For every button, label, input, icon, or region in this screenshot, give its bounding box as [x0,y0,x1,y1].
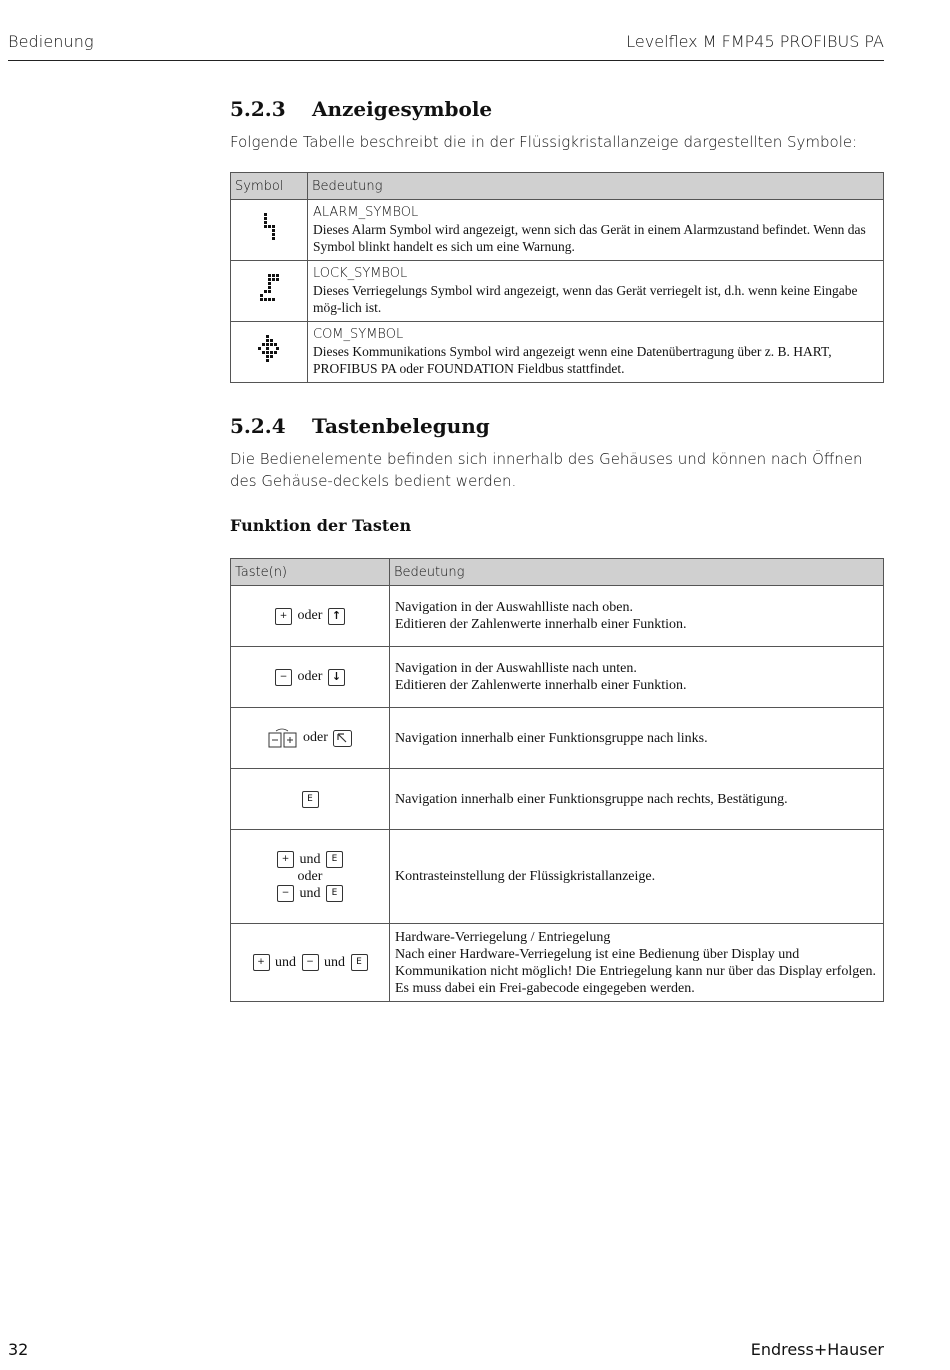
key-description-line: Kontrasteinstellung der Flüssigkristallanzeige. [395,869,656,884]
com-symbol-icon [258,335,280,365]
symbol-description-cell [308,261,884,322]
table-row [231,830,884,924]
symbol-name: LOCK_SYMBOL [313,266,408,281]
e-key-icon: E [326,851,343,868]
key-combo-line [232,885,388,902]
keys-cell [231,924,390,1002]
table-row [231,769,884,830]
word-und: und [299,886,321,902]
keys-subheading: Funktion der Tasten [230,516,412,535]
minus-key-icon: − [277,885,294,902]
table-row [231,924,884,1002]
escape-key-icon [333,730,352,747]
key-description-cell [390,769,884,830]
table-row [231,647,884,708]
symbol-cell [231,322,308,383]
word-und: und [299,852,321,867]
keys-cell [231,830,390,924]
symbol-name: ALARM_SYMBOL [313,205,419,220]
plus-key-icon: + [275,608,292,625]
e-key-icon: E [326,885,343,902]
key-description-line: Editieren der Zahlenwerte innerhalb einer Funktion. [395,617,687,632]
e-key-icon: E [351,954,368,971]
col-keys-header: Taste(n) [231,559,390,586]
table-row [231,261,884,322]
col-meaning-header: Bedeutung [390,559,884,586]
alarm-symbol-icon [261,213,277,243]
key-description-line: Navigation in der Auswahlliste nach oben. [395,600,633,615]
symbols-table [230,172,884,383]
symbol-description-cell [308,322,884,383]
key-description-cell [390,586,884,647]
keys-cell [231,586,390,647]
table-row [231,322,884,383]
minus-plus-keys-icon [268,727,298,749]
symbol-cell [231,261,308,322]
keys-cell [231,647,390,708]
section-524-number: 5.2.4 [230,414,286,438]
word-oder: oder [297,869,323,884]
plus-key-icon: + [277,851,294,868]
col-symbol-header: Symbol [231,173,308,200]
keys-cell [231,769,390,830]
section-524-heading [230,414,490,438]
key-description-cell [390,924,884,1002]
word-und: und [275,954,296,970]
symbol-cell [231,200,308,261]
header-section-title: Bedienung [8,32,94,51]
symbol-description-cell [308,200,884,261]
table-row [231,200,884,261]
header-product-title: Levelflex M FMP45 PROFIBUS PA [626,32,884,51]
table-row [231,708,884,769]
key-description-line: Navigation innerhalb einer Funktionsgruppe nach links. [395,730,708,746]
keys-table-header [231,559,884,586]
section-524-intro: Die Bedienelemente befinden sich innerhalb des Gehäuses und können nach Öffnen des Gehäuse-deckels bedient werden. [230,450,863,490]
lock-symbol-icon [258,274,280,304]
up-arrow-key-icon: ↑ [328,608,345,625]
symbols-table-header [231,173,884,200]
symbol-description: Dieses Verriegelungs Symbol wird angezeigt, wenn das Gerät verriegelt ist, d.h. wenn keine Eingabe mög-lich ist. [313,283,858,315]
word-oder: oder [297,669,323,684]
header-rule [8,60,884,61]
key-combo-line [232,851,388,868]
symbol-description: Dieses Alarm Symbol wird angezeigt, wenn sich das Gerät in einem Alarmzustand befindet. Wenn das Symbol blinkt handelt es sich um eine Warnung. [313,222,866,254]
key-description-cell [390,647,884,708]
key-description-line: Editieren der Zahlenwerte innerhalb einer Funktion. [395,678,687,693]
word-und: und [324,954,345,970]
section-524-title: Tastenbelegung [312,414,490,438]
symbol-name: COM_SYMBOL [313,327,404,342]
section-523-number: 5.2.3 [230,97,286,121]
down-arrow-key-icon: ↓ [328,669,345,686]
key-description-cell [390,708,884,769]
word-oder: oder [297,608,323,623]
section-523-title: Anzeigesymbole [312,97,493,121]
word-oder: oder [303,730,328,745]
minus-key-icon: − [302,954,319,971]
e-key-icon: E [302,791,319,808]
key-description-line: Navigation in der Auswahlliste nach unten. [395,661,637,676]
key-description-cell [390,830,884,924]
key-description-line: Navigation innerhalb einer Funktionsgruppe nach rechts, Bestätigung. [395,791,788,807]
symbol-description: Dieses Kommunikations Symbol wird angezeigt wenn eine Datenübertragung über z. B. HART, PROFIBUS PA oder FOUNDATION Fieldbus stattfindet. [313,344,832,376]
minus-key-icon: − [275,669,292,686]
section-523-heading [230,97,492,121]
plus-key-icon: + [253,954,270,971]
col-meaning-header: Bedeutung [308,173,884,200]
keys-table [230,558,884,1002]
key-description-title: Hardware-Verriegelung / Entriegelung [395,929,611,945]
section-523-intro: Folgende Tabelle beschreibt die in der Flüssigkristallanzeige dargestellten Symbole: [230,133,858,151]
page-number: 32 [8,1340,29,1359]
footer-brand: Endress+Hauser [750,1340,884,1359]
keys-cell [231,708,390,769]
key-description-line: Nach einer Hardware-Verriegelung ist eine Bedienung über Display und Kommunikation nicht möglich! Die Entriegelung kann nur über das Display erfolgen. Es muss dabei ein Frei-gabecode eingegeben werden. [395,946,876,996]
table-row [231,586,884,647]
